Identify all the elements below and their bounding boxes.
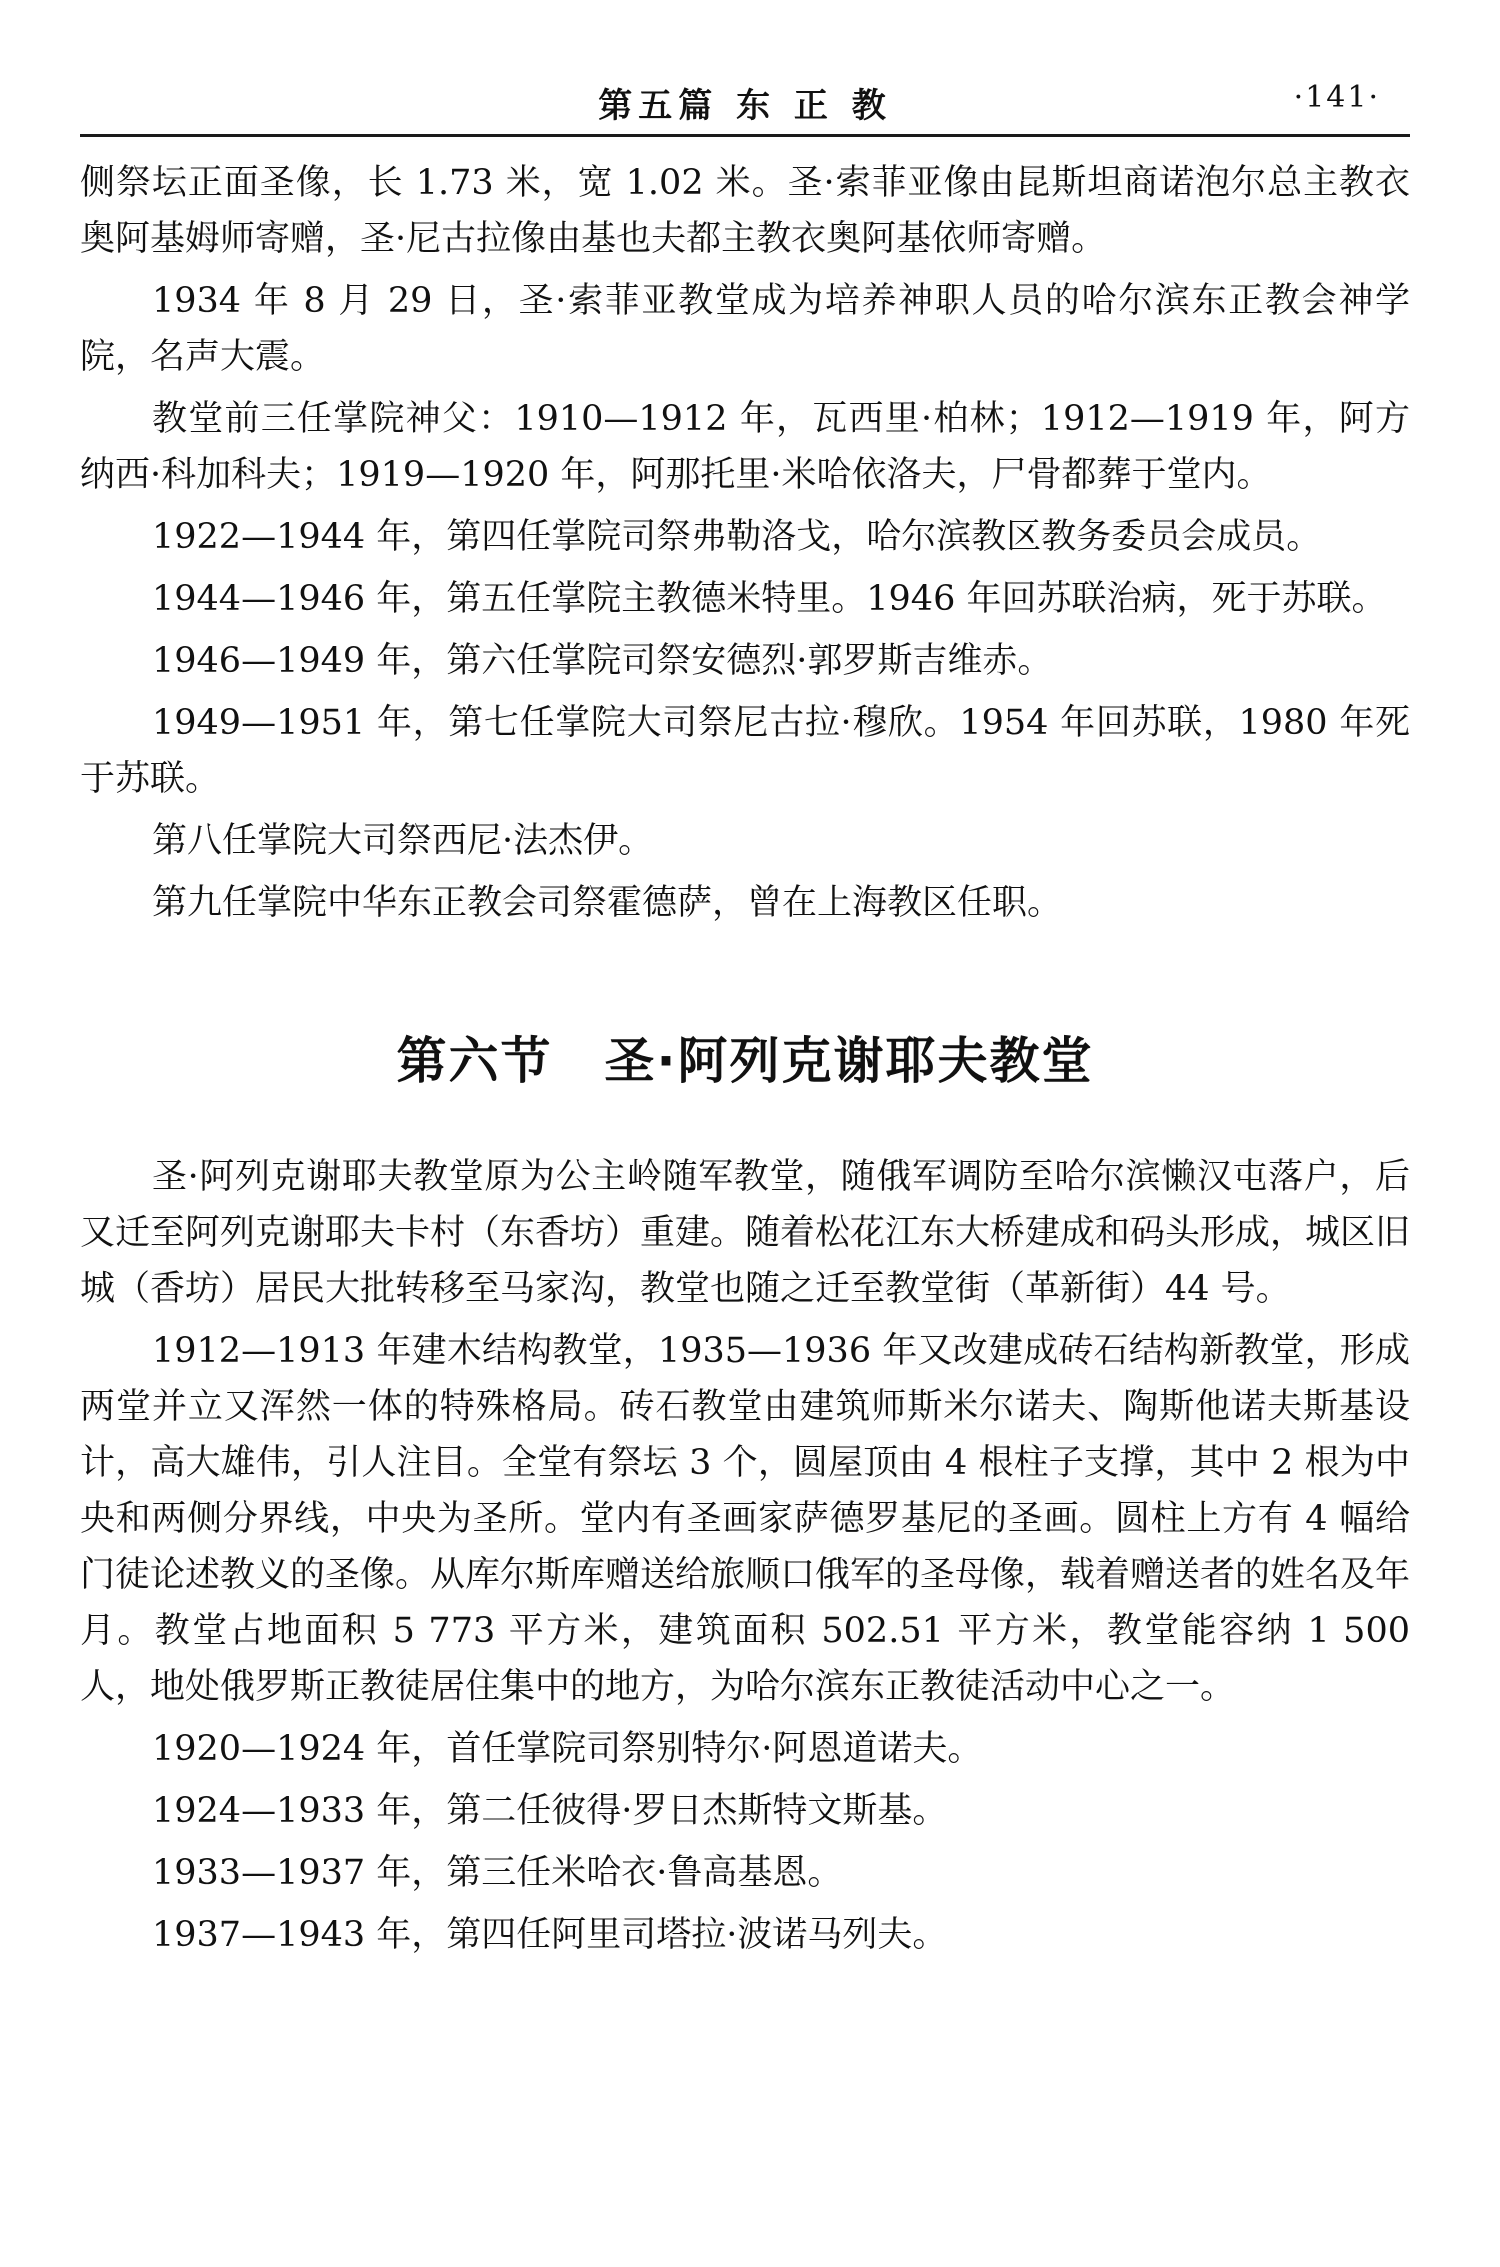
page-header (80, 72, 1410, 137)
paragraph: 1946—1949 年，第六任掌院司祭安德烈·郭罗斯吉维赤。 (152, 641, 1053, 681)
paragraph: 1922—1944 年，第四任掌院司祭弗勒洛戈，哈尔滨教区教务委员会成员。 (152, 517, 1322, 557)
paragraph: 1912—1913 年建木结构教堂，1935—1936 年又改建成砖石结构新教堂，形成两堂并立又浑然一体的特殊格局。砖石教堂由建筑师斯米尔诺夫、陶斯他诺夫斯基设计，高大雄伟，引人注目。全堂有祭坛 3 个，圆屋顶由 4 根柱子支撑，其中 2 根为中央和两侧分界线，中央为圣所。堂内有圣画家萨德罗基尼的圣画。圆柱上方有 4 幅给门徒论述教义的圣像。从库尔斯库赠送给旅顺口俄军的圣母像，载着赠送者的姓名及年月。教堂占地面积 5 773 平方米，建筑面积 502.51 平方米，教堂能容纳 1 500 人，地处俄罗斯正教徒居住集中的地方，为哈尔滨东正教徒活动中心之一。 (80, 1331, 1411, 1707)
paragraph: 1924—1933 年，第二任彼得·罗日杰斯特文斯基。 (152, 1791, 948, 1831)
paragraph: 教堂前三任掌院神父：1910—1912 年，瓦西里·柏林；1912—1919 年，阿方纳西·科加科夫；1919—1920 年，阿那托里·米哈依洛夫，尸骨都葬于堂内。 (80, 399, 1410, 495)
paragraph: 1934 年 8 月 29 日，圣·索菲亚教堂成为培养神职人员的哈尔滨东正教会神学院，名声大震。 (80, 281, 1410, 377)
paragraph: 第九任掌院中华东正教会司祭霍德萨，曾在上海教区任职。 (152, 883, 1063, 923)
running-title: 第五篇 东 正 教 (598, 86, 892, 126)
page-number: ·141· (1293, 80, 1380, 115)
paragraph: 1937—1943 年，第四任阿里司塔拉·波诺马列夫。 (152, 1915, 948, 1955)
section-heading: 第六节 圣·阿列克谢耶夫教堂 (396, 1032, 1094, 1090)
paragraph: 1944—1946 年，第五任掌院主教德米特里。1946 年回苏联治病，死于苏联。 (152, 579, 1387, 619)
paragraph: 第八任掌院大司祭西尼·法杰伊。 (152, 821, 654, 861)
paragraph: 1933—1937 年，第三任米哈衣·鲁高基恩。 (152, 1853, 843, 1893)
continued-paragraph: 侧祭坛正面圣像，长 1.73 米，宽 1.02 米。圣·索菲亚像由昆斯坦商诺泡尔总主教衣奥阿基姆师寄赠，圣·尼古拉像由基也夫都主教衣奥阿基依师寄赠。 (80, 163, 1410, 259)
page-body (80, 155, 1410, 1963)
paragraph: 圣·阿列克谢耶夫教堂原为公主岭随军教堂，随俄军调防至哈尔滨懒汉屯落户，后又迁至阿列克谢耶夫卡村（东香坊）重建。随着松花江东大桥建成和码头形成，城区旧城（香坊）居民大批转移至马家沟，教堂也随之迁至教堂街（革新街）44 号。 (80, 1157, 1411, 1309)
paragraph: 1949—1951 年，第七任掌院大司祭尼古拉·穆欣。1954 年回苏联，1980 年死于苏联。 (80, 703, 1410, 799)
paragraph: 1920—1924 年，首任掌院司祭别特尔·阿恩道诺夫。 (152, 1729, 983, 1769)
